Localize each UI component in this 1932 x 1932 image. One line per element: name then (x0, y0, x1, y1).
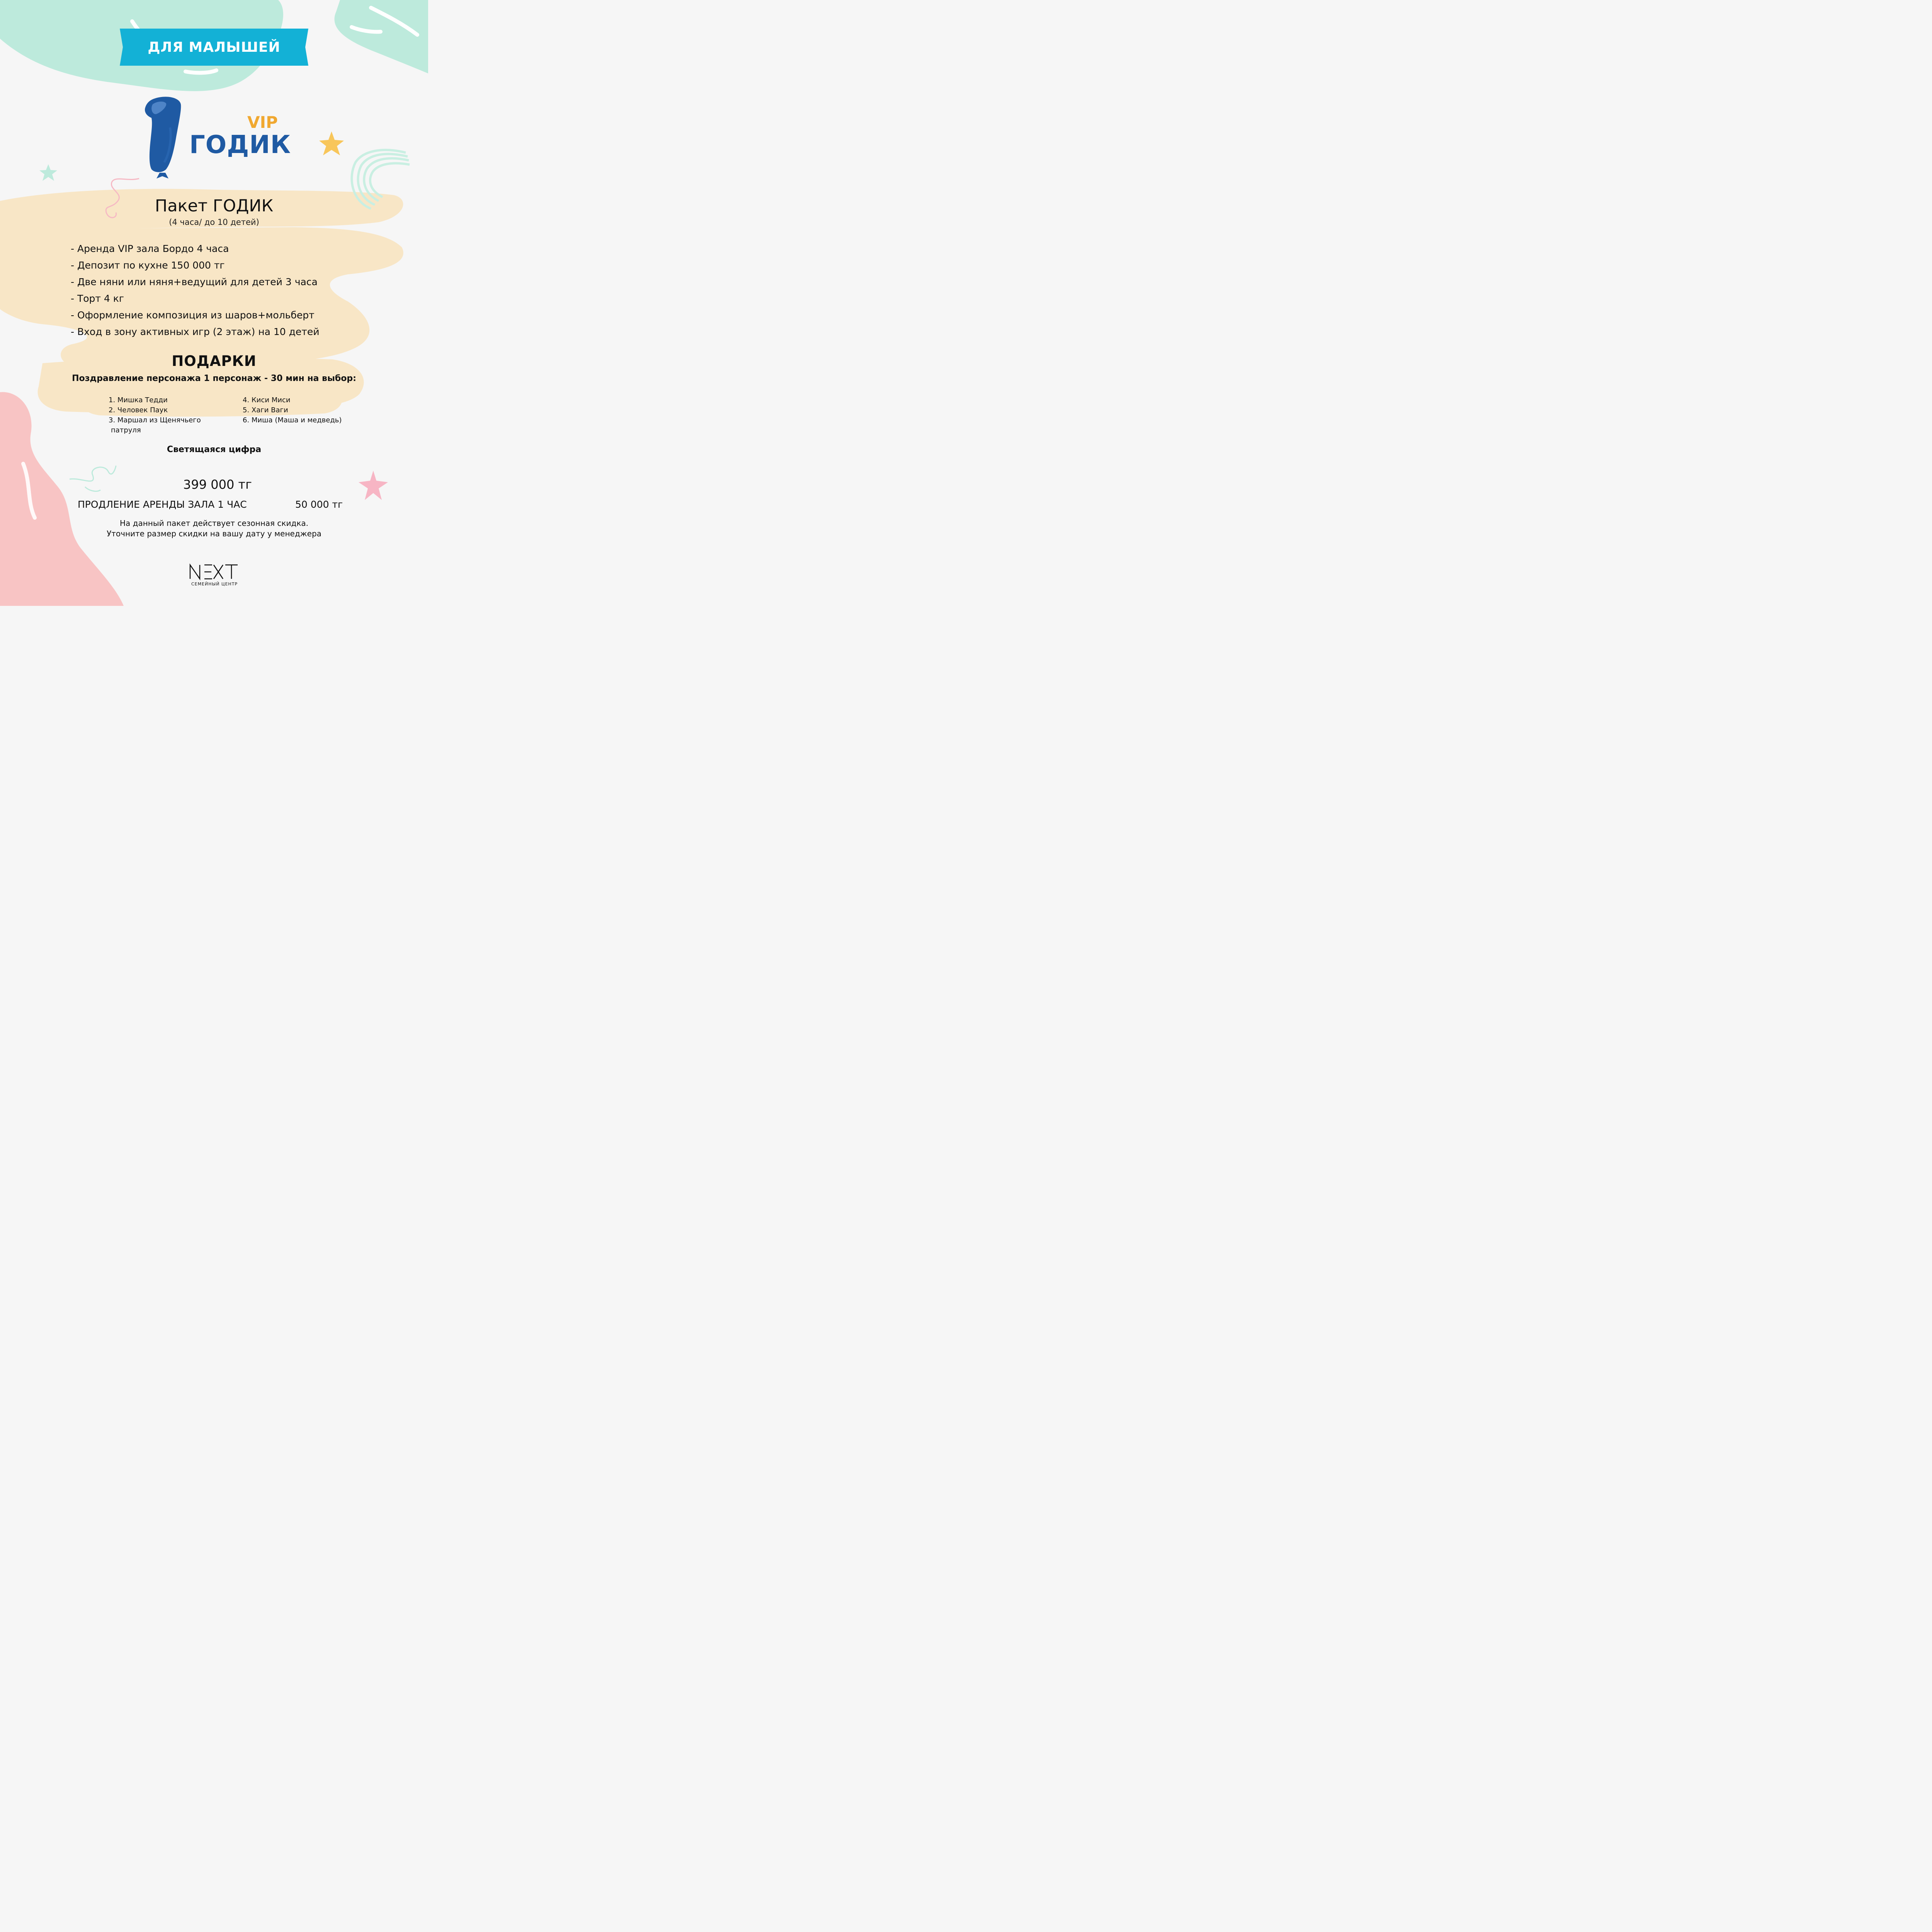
characters-list-left (109, 395, 201, 435)
feature-item: - Две няни или няня+ведущий для детей 3 часа (71, 276, 318, 287)
feature-item: - Депозит по кухне 150 000 тг (71, 260, 225, 271)
next-logo (189, 563, 239, 580)
character-item: 4. Киси Миси (243, 396, 291, 404)
characters-list-right (243, 395, 342, 425)
package-title: Пакет ГОДИК (155, 196, 274, 216)
next-logo-mark (189, 563, 239, 580)
package-price: 399 000 тг (183, 477, 252, 492)
mint-arc-4 (370, 163, 410, 197)
feature-item: - Оформление композиция из шаров+мольберт (71, 310, 315, 321)
extension-label: ПРОДЛЕНИЕ АРЕНДЫ ЗАЛА 1 ЧАС (78, 499, 247, 510)
features-list (71, 240, 319, 340)
glowing-number-label: Светящаяся цифра (167, 445, 262, 454)
logo-tagline: СЕМЕЙНЫЙ ЦЕНТР (191, 582, 238, 587)
star-yellow (319, 131, 344, 155)
godik-title: ГОДИК (189, 131, 291, 159)
character-item: патруля (111, 426, 141, 434)
gifts-subtitle: Поздравление персонажа 1 персонаж - 30 мин на выбор: (72, 374, 356, 383)
character-item: 5. Хаги Ваги (243, 406, 288, 414)
discount-note-line-1: На данный пакет действует сезонная скидка. (119, 519, 309, 528)
character-item: 3. Маршал из Щенячьего (109, 416, 201, 424)
extension-price: 50 000 тг (295, 499, 343, 510)
character-item: 1. Мишка Тедди (109, 396, 168, 404)
package-subtitle: (4 часа/ до 10 детей) (169, 218, 259, 227)
ribbon-label: ДЛЯ МАЛЫШЕЙ (148, 39, 281, 55)
feature-item: - Аренда VIP зала Бордо 4 часа (71, 243, 229, 254)
promo-page (0, 0, 428, 606)
balloon-one-icon (145, 97, 181, 179)
feature-item: - Торт 4 кг (71, 293, 124, 304)
discount-note (0, 518, 428, 539)
star-mint (39, 164, 57, 181)
feature-item: - Вход в зону активных игр (2 этаж) на 10 детей (71, 326, 320, 337)
discount-note-line-2: Уточните размер скидки на вашу дату у менеджера (107, 529, 321, 538)
gifts-title: ПОДАРКИ (172, 353, 257, 369)
vip-label: VIP (247, 113, 278, 132)
character-item: 2. Человек Паук (109, 406, 168, 414)
character-item: 6. Миша (Маша и медведь) (243, 416, 342, 424)
